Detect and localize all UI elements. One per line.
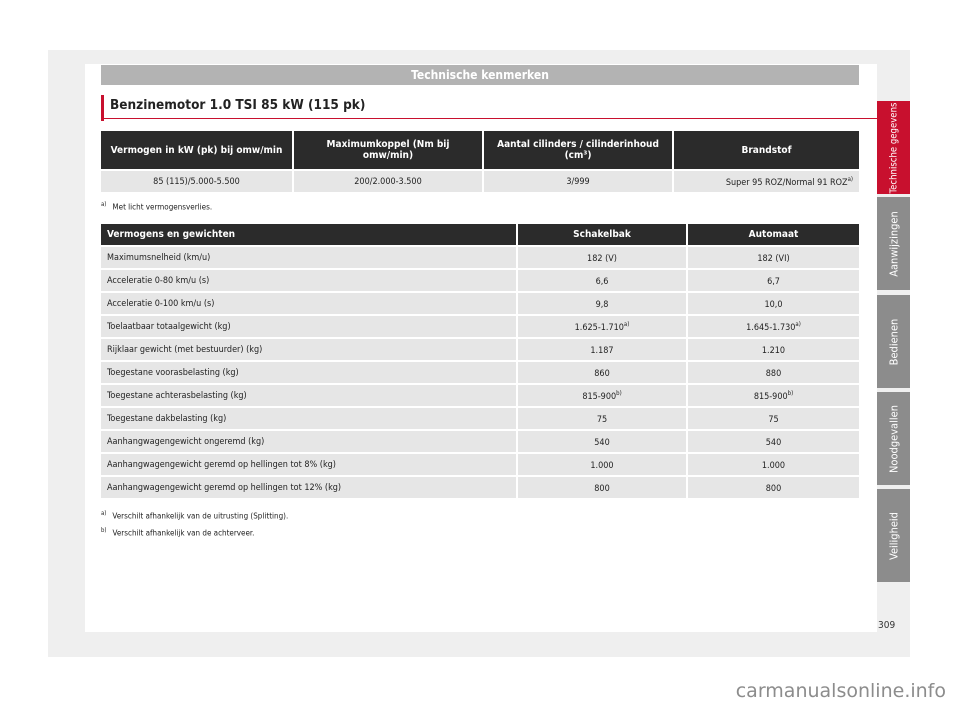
manual-value-text: 182 (V): [587, 253, 617, 264]
title-rule: [101, 118, 877, 119]
row-label-text: Acceleratie 0-80 km/u (s): [107, 275, 210, 286]
auto-value-text: 1.000: [761, 460, 786, 471]
engine-header-cylinders: Aantal cilinders / cilinderinhoud (cm³): [484, 131, 672, 169]
manual-value: [518, 247, 686, 268]
table-row: [101, 247, 859, 268]
footnote-text: Verschilt afhankelijk van de uitrusting (Splitting).: [112, 511, 289, 521]
weights-table: [99, 222, 861, 500]
manual-value: [518, 362, 686, 383]
tab-noodgevallen[interactable]: [877, 392, 910, 485]
auto-value: [688, 385, 859, 406]
tab-label: Bedienen: [887, 318, 900, 365]
manual-value-text: 860: [594, 368, 610, 379]
auto-value-text: 1.645-1.730: [746, 322, 796, 333]
row-label: [101, 339, 516, 360]
row-label: [101, 247, 516, 268]
manual-value-text: 75: [596, 414, 608, 425]
auto-value-text: 75: [768, 414, 779, 425]
row-label-text: Acceleratie 0-100 km/u (s): [107, 298, 215, 309]
row-label-text: Toegestane dakbelasting (kg): [107, 413, 227, 424]
row-label-text: Maximumsnelheid (km/u): [107, 252, 211, 263]
auto-value-text: 1.210: [761, 345, 786, 356]
manual-value: [518, 454, 686, 475]
row-label: [101, 270, 516, 291]
manual-value-text: 800: [594, 483, 610, 494]
engine-cell-torque: 200/2.000-3.500: [294, 171, 482, 192]
auto-value: [688, 247, 859, 268]
row-label-text: Toegestane voorasbelasting (kg): [107, 367, 239, 378]
row-label: [101, 316, 516, 337]
watermark: carmanualsonline.info: [735, 680, 946, 702]
row-label: [101, 362, 516, 383]
table-row: [101, 362, 859, 383]
row-label-text: Aanhangwagengewicht ongeremd (kg): [107, 436, 265, 447]
manual-value: [518, 385, 686, 406]
section-title: Benzinemotor 1.0 TSI 85 kW (115 pk): [101, 95, 859, 121]
manual-value-text: 815-900: [582, 391, 617, 402]
table-row: [101, 385, 859, 406]
tab-label: Veiligheid: [887, 511, 900, 560]
footnote-marker: a): [795, 320, 801, 328]
table-row: [101, 431, 859, 452]
auto-value: [688, 270, 859, 291]
table-row: [101, 408, 859, 429]
footnote-marker: a): [623, 320, 630, 328]
manual-value: [518, 477, 686, 498]
manual-value: [518, 316, 686, 337]
auto-value-text: 800: [765, 483, 782, 494]
tab-label: Technische gegevens: [888, 102, 899, 193]
row-label: [101, 385, 516, 406]
weights-footnote-b: [101, 527, 254, 538]
manual-value: [518, 431, 686, 452]
weights-header-manual: Schakelbak: [518, 224, 686, 245]
engine-cell-power: 85 (115)/5.000-5.500: [101, 171, 292, 192]
footnote-marker: a): [101, 201, 107, 208]
manual-value: [518, 408, 686, 429]
auto-value-text: 880: [765, 368, 782, 379]
footnote-marker: b): [787, 389, 794, 397]
manual-value-text: 9,8: [595, 299, 609, 310]
footnote-marker: b): [101, 527, 107, 534]
footnote-text: Verschilt afhankelijk van de achterveer.: [112, 528, 255, 538]
engine-cell-fuel: [674, 171, 859, 192]
weights-header-auto: Automaat: [688, 224, 859, 245]
manual-value-text: 6,6: [595, 276, 609, 287]
auto-value: [688, 408, 859, 429]
row-label: [101, 477, 516, 498]
manual-value-text: 1.187: [590, 345, 614, 356]
manual-value-text: 1.000: [590, 460, 614, 471]
auto-value-text: 10,0: [764, 299, 783, 310]
row-label: [101, 431, 516, 452]
fuel-footnote-marker: a): [847, 175, 853, 183]
auto-value-text: 6,7: [767, 276, 780, 287]
chapter-header: Technische kenmerken: [101, 65, 859, 85]
auto-value-text: 182 (VI): [757, 253, 790, 264]
auto-value: [688, 339, 859, 360]
auto-value-text: 815-900: [753, 391, 788, 402]
row-label-text: Aanhangwagengewicht geremd op hellingen tot 8% (kg): [107, 459, 336, 470]
tab-label: Noodgevallen: [887, 404, 900, 473]
row-label: [101, 454, 516, 475]
manual-value: [518, 293, 686, 314]
row-label-text: Toelaatbaar totaalgewicht (kg): [107, 321, 231, 332]
weights-footnote-a: [101, 510, 288, 521]
tab-bedienen[interactable]: [877, 295, 910, 388]
engine-footnote: [101, 201, 212, 212]
footnote-marker: b): [616, 389, 622, 397]
footnote-marker: a): [101, 510, 107, 517]
footnote-text: Met licht vermogensverlies.: [112, 202, 213, 212]
manual-value: [518, 270, 686, 291]
table-row: [101, 339, 859, 360]
manual-value-text: 540: [594, 437, 610, 448]
table-row: [101, 293, 859, 314]
row-label: [101, 408, 516, 429]
engine-cell-cylinders: 3/999: [484, 171, 672, 192]
row-label-text: Toegestane achterasbelasting (kg): [107, 390, 247, 401]
tab-aanwijzingen[interactable]: [877, 197, 910, 290]
manual-value: [518, 339, 686, 360]
weights-header-label: Vermogens en gewichten: [101, 224, 516, 245]
table-row: [101, 316, 859, 337]
auto-value: [688, 431, 859, 452]
row-label-text: Aanhangwagengewicht geremd op hellingen tot 12% (kg): [107, 482, 342, 493]
tab-veiligheid[interactable]: [877, 489, 910, 582]
auto-value: [688, 362, 859, 383]
engine-header-torque: Maximumkoppel (Nm bij omw/min): [294, 131, 482, 169]
row-label-text: Rijklaar gewicht (met bestuurder) (kg): [107, 344, 263, 355]
row-label: [101, 293, 516, 314]
table-row: [101, 454, 859, 475]
tab-technische-gegevens[interactable]: [877, 101, 910, 194]
auto-value-text: 540: [765, 437, 782, 448]
manual-value-text: 1.625-1.710: [574, 322, 624, 333]
page-number: 309: [878, 620, 896, 631]
auto-value: [688, 316, 859, 337]
table-row: [101, 477, 859, 498]
tab-label: Aanwijzingen: [887, 210, 900, 277]
table-row: [101, 270, 859, 291]
engine-header-power: Vermogen in kW (pk) bij omw/min: [101, 131, 292, 169]
engine-header-fuel: Brandstof: [674, 131, 859, 169]
fuel-value: Super 95 ROZ/Normal 91 ROZ: [725, 177, 848, 188]
auto-value: [688, 293, 859, 314]
engine-table: [99, 129, 861, 194]
auto-value: [688, 477, 859, 498]
auto-value: [688, 454, 859, 475]
